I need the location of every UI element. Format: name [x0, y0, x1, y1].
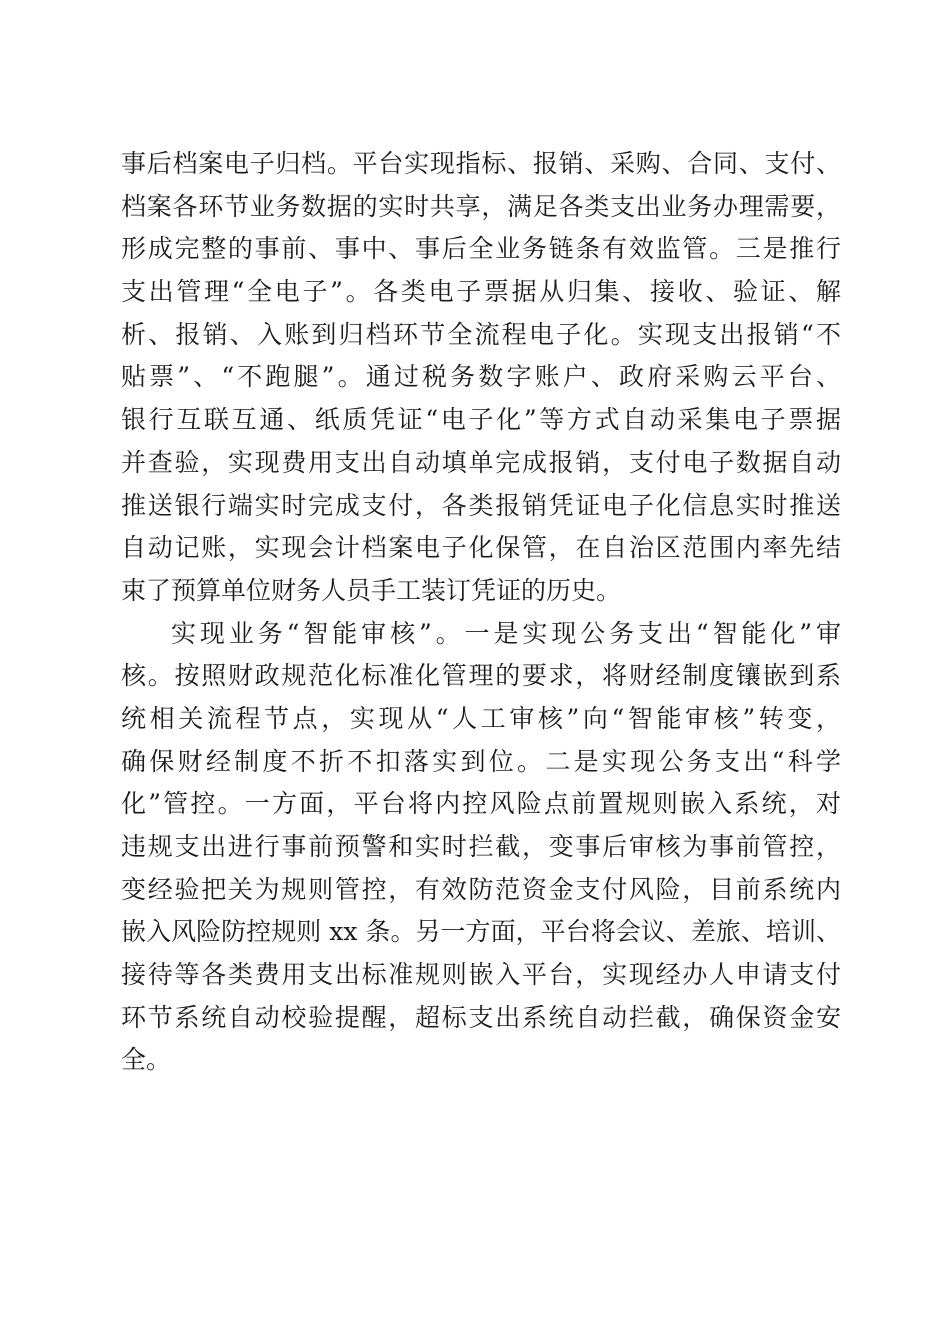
text-line: 化”管控。一方面，平台将内控风险点前置规则嵌入系统，对 — [121, 789, 841, 819]
text-line: 档案各环节业务数据的实时共享，满足各类支出业务办理需要， — [121, 191, 841, 221]
text-line: 事后档案电子归档。平台实现指标、报销、采购、合同、支付、 — [121, 149, 841, 178]
paragraph-1 — [121, 143, 841, 613]
text-line: 变经验把关为规则管控，有效防范资金支付风险，目前系统内 — [121, 874, 841, 904]
text-line: 确保财经制度不折不扣落实到位。二是实现公务支出“科学 — [121, 746, 841, 776]
text-line: 接待等各类费用支出标准规则嵌入平台，实现经办人申请支付 — [121, 960, 841, 990]
text-line: 环节系统自动校验提醒，超标支出系统自动拦截，确保资金安 — [121, 1002, 841, 1032]
text-line: 束了预算单位财务人员手工装订凭证的历史。 — [121, 575, 622, 605]
text-line: 违规支出进行事前预警和实时拦截，变事后审核为事前管控， — [121, 832, 841, 861]
text-line: 实现业务“智能审核”。一是实现公务支出“智能化”审 — [171, 618, 841, 648]
text-line: 形成完整的事前、事中、事后全业务链条有效监管。三是推行 — [121, 234, 841, 264]
text-line: 并查验，实现费用支出自动填单完成报销，支付电子数据自动 — [121, 447, 841, 477]
text-line: 银行互联互通、纸质凭证“电子化”等方式自动采集电子票据 — [121, 405, 841, 435]
text-line: 全。 — [121, 1045, 172, 1075]
text-line: 统相关流程节点，实现从“人工审核”向“智能审核”转变， — [121, 703, 841, 733]
text-line: 析、报销、入账到归档环节全流程电子化。实现支出报销“不 — [121, 319, 841, 349]
text-line: 推送银行端实时完成支付，各类报销凭证电子化信息实时推送 — [121, 490, 841, 520]
text-line: 自动记账，实现会计档案电子化保管，在自治区范围内率先结 — [121, 533, 841, 563]
text-line: 嵌入风险防控规则 xx 条。另一方面，平台将会议、差旅、培训、 — [121, 917, 841, 947]
paragraph-2 — [121, 613, 841, 1083]
text-line: 支出管理“全电子”。各类电子票据从归集、接收、验证、解 — [121, 277, 841, 307]
text-line: 核。按照财政规范化标准化管理的要求，将财经制度镶嵌到系 — [121, 661, 841, 691]
text-line: 贴票”、“不跑腿”。通过税务数字账户、政府采购云平台、 — [121, 362, 841, 392]
document-body — [121, 143, 841, 1082]
